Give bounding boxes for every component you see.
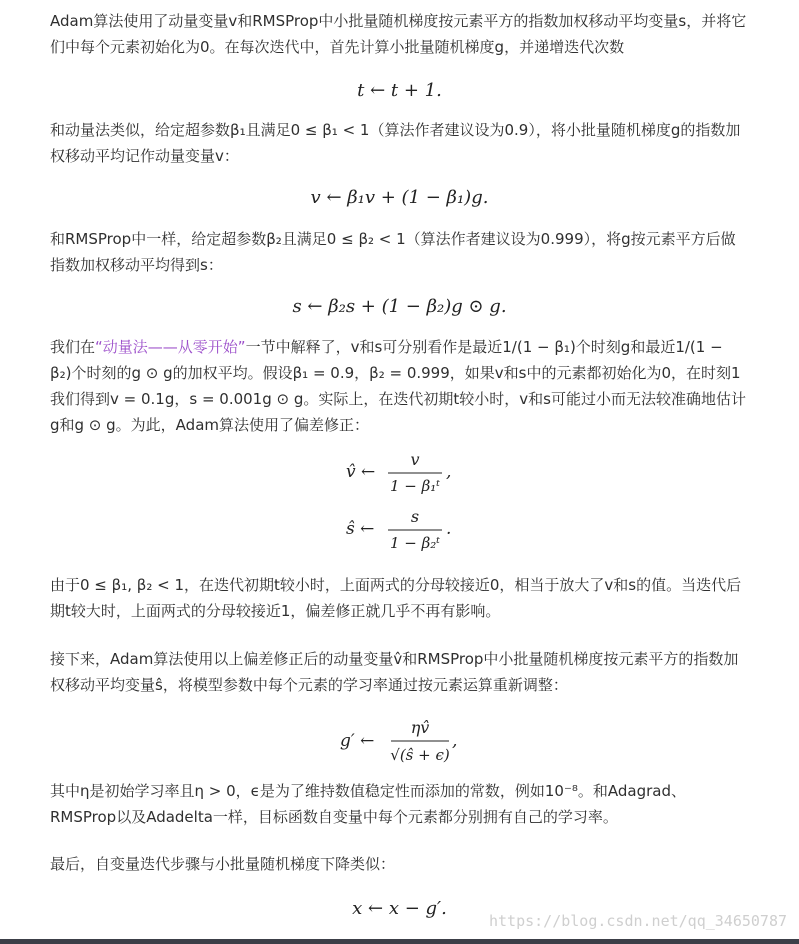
paragraph-bias-after-link: 一节中解释了，v和s可分别看作是最近1/(1 − β₁)个时刻g和最近1/(1 − β₂)个时刻的g ⊙ g的加权平均。假设β₁ = 0.9，β₂ = 0.999，如果v和s中的元素都初始化为0，在时刻1我们得到v = 0.1g，s = 0.001g ⊙ g。实际上，在迭代初期t较小时，v和s可能过小而无法较准确地估计g和g ⊙ g。为此，Adam算法使用了偏差修正：: [50, 338, 746, 434]
paragraph-learning-rate-note: 其中η是初始学习率且η > 0，ϵ是为了维持数值稳定性而添加的常数，例如10⁻⁸。和Adagrad、RMSProp以及Adadelta一样，目标函数自变量中每个元素都分别拥有自己的学习率。: [50, 782, 687, 826]
equation-shat-lhs: ŝ ←: [346, 519, 375, 539]
link-momentum-from-scratch[interactable]: “动量法——从零开始”: [95, 338, 246, 356]
equation-second-moment-text: s ← β₂s + (1 − β₂)g ⊙ g.: [292, 296, 507, 317]
watermark-url: https://blog.csdn.net/qq_34650787: [488, 912, 787, 930]
equation-gprime-numerator: ηv̂: [410, 718, 430, 737]
equation-gprime-end: ,: [452, 731, 458, 751]
paragraph-adam-intro: Adam算法使用了动量变量v和RMSProp中小批量随机梯度按元素平方的指数加权移动平均变量s，并将它们中每个元素初始化为0。在每次迭代中，首先计算小批量随机梯度g，并递增迭代次数: [50, 12, 747, 56]
equation-bias-correction: [0, 445, 799, 565]
equation-shat-numerator: s: [410, 507, 420, 526]
paragraph-rmsprop: 和RMSProp中一样，给定超参数β₂且满足0 ≤ β₂ < 1（算法作者建议设为0.999），将g按元素平方后做指数加权移动平均得到s：: [50, 230, 736, 274]
paragraph-final-step: 最后，自变量迭代步骤与小批量随机梯度下降类似：: [50, 855, 396, 873]
paragraph-bias-before-link: 我们在: [50, 338, 96, 356]
equation-parameter-update-text: x ← x − g′.: [352, 898, 447, 919]
equation-gprime-denominator: √(ŝ + ϵ): [390, 746, 450, 764]
equation-gprime-lhs: g′ ←: [340, 731, 375, 751]
equation-vhat-lhs: v̂ ←: [346, 462, 376, 482]
paragraph-bias-explanation: [50, 334, 748, 438]
paragraph-adaptive-lr: 接下来，Adam算法使用以上偏差修正后的动量变量v̂和RMSProp中小批量随机梯度按元素平方的指数加权移动平均变量ŝ，将模型参数中每个元素的学习率通过按元素运算重新调整：: [50, 650, 739, 694]
equation-iteration-text: t ← t + 1.: [357, 80, 442, 101]
equation-vhat-denominator: 1 − β₁ᵗ: [389, 477, 441, 495]
paragraph-bias-effect: 由于0 ≤ β₁, β₂ < 1，在迭代初期t较小时，上面两式的分母较接近0，相当于放大了v和s的值。当迭代后期t较大时，上面两式的分母较接近1，偏差修正就几乎不再有影响。: [50, 576, 742, 620]
equation-vhat-end: ,: [446, 462, 452, 482]
equation-second-moment: [0, 296, 799, 317]
equation-update-gradient: [0, 708, 799, 774]
paragraph-momentum: 和动量法类似，给定超参数β₁且满足0 ≤ β₁ < 1（算法作者建议设为0.9），将小批量随机梯度g的指数加权移动平均记作动量变量v：: [50, 121, 741, 165]
equation-shat-denominator: 1 − β₂ᵗ: [389, 534, 441, 552]
equation-momentum: [0, 187, 799, 208]
equation-vhat-numerator: v: [410, 450, 420, 469]
equation-momentum-text: v ← β₁v + (1 − β₁)g.: [310, 187, 489, 208]
equation-shat-end: .: [446, 519, 452, 539]
equation-iteration: [0, 80, 799, 101]
bottom-bar: [0, 939, 799, 944]
